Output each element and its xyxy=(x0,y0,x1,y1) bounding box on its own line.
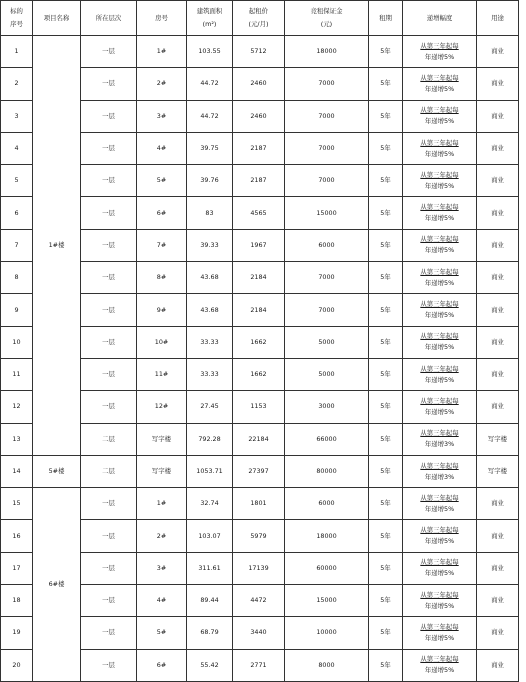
cell-increase xyxy=(403,552,477,584)
cell-deposit: 60000 xyxy=(285,552,369,584)
cell-term: 5年 xyxy=(369,165,403,197)
cell-term: 5年 xyxy=(369,197,403,229)
cell-increase xyxy=(403,423,477,455)
increase-line-1: 从第三年起每 xyxy=(420,235,459,244)
cell-room: 6# xyxy=(137,649,187,681)
cell-area: 33.33 xyxy=(187,358,233,390)
cell-use: 商业 xyxy=(477,617,519,649)
cell-floor: 一层 xyxy=(81,197,137,229)
increase-line-2: 年递增5% xyxy=(424,569,455,578)
cell-rent: 1662 xyxy=(233,326,285,358)
cell-term: 5年 xyxy=(369,617,403,649)
cell-floor: 一层 xyxy=(81,262,137,294)
increase-line-1: 从第三年起每 xyxy=(420,622,459,631)
cell-term: 5年 xyxy=(369,423,403,455)
cell-increase xyxy=(403,326,477,358)
cell-deposit: 6000 xyxy=(285,488,369,520)
cell-increase xyxy=(403,455,477,487)
cell-seq: 11 xyxy=(1,358,33,390)
cell-project: 5#楼 xyxy=(33,455,81,487)
cell-increase xyxy=(403,132,477,164)
cell-area: 44.72 xyxy=(187,68,233,100)
increase-line-2: 年递增5% xyxy=(424,52,455,61)
cell-term: 5年 xyxy=(369,68,403,100)
cell-area: 55.42 xyxy=(187,649,233,681)
cell-increase xyxy=(403,36,477,68)
increase-line-1: 从第三年起每 xyxy=(420,73,459,82)
cell-project: 1#楼 xyxy=(33,36,81,456)
cell-term: 5年 xyxy=(369,358,403,390)
cell-deposit: 6000 xyxy=(285,229,369,261)
cell-seq: 13 xyxy=(1,423,33,455)
header-area: 建筑面积 (m²) xyxy=(187,1,233,36)
cell-room: 11# xyxy=(137,358,187,390)
cell-term: 5年 xyxy=(369,649,403,681)
cell-rent: 2460 xyxy=(233,100,285,132)
cell-term: 5年 xyxy=(369,262,403,294)
cell-room: 6# xyxy=(137,197,187,229)
increase-line-2: 年递增5% xyxy=(424,375,455,384)
cell-deposit: 18000 xyxy=(285,520,369,552)
cell-floor: 一层 xyxy=(81,520,137,552)
increase-line-1: 从第三年起每 xyxy=(420,364,459,373)
cell-area: 792.28 xyxy=(187,423,233,455)
cell-use: 商业 xyxy=(477,294,519,326)
increase-line-1: 从第三年起每 xyxy=(420,655,459,664)
cell-use: 商业 xyxy=(477,358,519,390)
cell-room: 5# xyxy=(137,617,187,649)
cell-deposit: 15000 xyxy=(285,585,369,617)
cell-floor: 一层 xyxy=(81,229,137,261)
cell-term: 5年 xyxy=(369,391,403,423)
cell-seq: 3 xyxy=(1,100,33,132)
header-deposit: 竞租保证金 (元) xyxy=(285,1,369,36)
cell-deposit: 66000 xyxy=(285,423,369,455)
cell-increase xyxy=(403,262,477,294)
cell-increase xyxy=(403,100,477,132)
cell-term: 5年 xyxy=(369,552,403,584)
cell-increase xyxy=(403,229,477,261)
cell-area: 68.79 xyxy=(187,617,233,649)
header-row xyxy=(1,1,519,36)
increase-line-1: 从第三年起每 xyxy=(420,396,459,405)
cell-rent: 2771 xyxy=(233,649,285,681)
cell-deposit: 10000 xyxy=(285,617,369,649)
cell-seq: 10 xyxy=(1,326,33,358)
cell-seq: 2 xyxy=(1,68,33,100)
cell-use: 商业 xyxy=(477,552,519,584)
cell-deposit: 80000 xyxy=(285,455,369,487)
cell-floor: 二层 xyxy=(81,455,137,487)
cell-rent: 5712 xyxy=(233,36,285,68)
cell-use: 商业 xyxy=(477,488,519,520)
cell-increase xyxy=(403,585,477,617)
cell-floor: 一层 xyxy=(81,617,137,649)
header-project: 项目名称 xyxy=(33,1,81,36)
cell-rent: 3440 xyxy=(233,617,285,649)
increase-line-2: 年递增5% xyxy=(424,84,455,93)
cell-use: 商业 xyxy=(477,229,519,261)
increase-line-2: 年递增5% xyxy=(424,311,455,320)
cell-seq: 5 xyxy=(1,165,33,197)
cell-area: 43.68 xyxy=(187,294,233,326)
cell-use: 商业 xyxy=(477,165,519,197)
cell-floor: 一层 xyxy=(81,585,137,617)
cell-rent: 2184 xyxy=(233,294,285,326)
increase-line-1: 从第三年起每 xyxy=(420,332,459,341)
cell-term: 5年 xyxy=(369,229,403,261)
cell-rent: 1967 xyxy=(233,229,285,261)
increase-line-2: 年递增5% xyxy=(424,666,455,675)
cell-deposit: 7000 xyxy=(285,165,369,197)
cell-floor: 一层 xyxy=(81,391,137,423)
cell-floor: 一层 xyxy=(81,100,137,132)
cell-increase xyxy=(403,294,477,326)
increase-line-2: 年递增5% xyxy=(424,181,455,190)
cell-floor: 一层 xyxy=(81,132,137,164)
increase-line-1: 从第三年起每 xyxy=(420,203,459,212)
cell-room: 8# xyxy=(137,262,187,294)
table-row xyxy=(1,488,519,520)
cell-room: 写字楼 xyxy=(137,423,187,455)
increase-line-2: 年递增5% xyxy=(424,537,455,546)
cell-use: 商业 xyxy=(477,262,519,294)
cell-use: 商业 xyxy=(477,68,519,100)
header-term: 租期 xyxy=(369,1,403,36)
cell-room: 12# xyxy=(137,391,187,423)
cell-increase xyxy=(403,68,477,100)
cell-seq: 6 xyxy=(1,197,33,229)
cell-use: 商业 xyxy=(477,326,519,358)
cell-floor: 一层 xyxy=(81,488,137,520)
header-rent: 起租价 (元/月) xyxy=(233,1,285,36)
cell-increase xyxy=(403,358,477,390)
cell-seq: 18 xyxy=(1,585,33,617)
cell-deposit: 5000 xyxy=(285,358,369,390)
increase-line-1: 从第三年起每 xyxy=(420,493,459,502)
cell-increase xyxy=(403,165,477,197)
cell-deposit: 7000 xyxy=(285,100,369,132)
cell-use: 商业 xyxy=(477,36,519,68)
cell-seq: 15 xyxy=(1,488,33,520)
increase-line-2: 年递增3% xyxy=(424,440,455,449)
cell-room: 写字楼 xyxy=(137,455,187,487)
cell-seq: 4 xyxy=(1,132,33,164)
cell-area: 89.44 xyxy=(187,585,233,617)
cell-seq: 17 xyxy=(1,552,33,584)
cell-rent: 5979 xyxy=(233,520,285,552)
cell-project: 6#楼 xyxy=(33,488,81,682)
cell-rent: 1153 xyxy=(233,391,285,423)
cell-area: 39.75 xyxy=(187,132,233,164)
cell-room: 5# xyxy=(137,165,187,197)
cell-rent: 22184 xyxy=(233,423,285,455)
cell-rent: 4472 xyxy=(233,585,285,617)
header-use: 用途 xyxy=(477,1,519,36)
cell-floor: 一层 xyxy=(81,68,137,100)
cell-deposit: 5000 xyxy=(285,326,369,358)
increase-line-2: 年递增5% xyxy=(424,117,455,126)
cell-use: 写字楼 xyxy=(477,455,519,487)
cell-term: 5年 xyxy=(369,488,403,520)
cell-deposit: 3000 xyxy=(285,391,369,423)
cell-floor: 一层 xyxy=(81,36,137,68)
increase-line-1: 从第三年起每 xyxy=(420,526,459,535)
cell-area: 33.33 xyxy=(187,326,233,358)
cell-floor: 一层 xyxy=(81,294,137,326)
increase-line-2: 年递增5% xyxy=(424,149,455,158)
cell-room: 9# xyxy=(137,294,187,326)
cell-room: 4# xyxy=(137,585,187,617)
cell-area: 39.76 xyxy=(187,165,233,197)
cell-area: 32.74 xyxy=(187,488,233,520)
increase-line-2: 年递增5% xyxy=(424,633,455,642)
cell-area: 43.68 xyxy=(187,262,233,294)
cell-increase xyxy=(403,488,477,520)
cell-use: 商业 xyxy=(477,132,519,164)
increase-line-2: 年递增5% xyxy=(424,504,455,513)
cell-room: 1# xyxy=(137,36,187,68)
cell-deposit: 7000 xyxy=(285,68,369,100)
cell-deposit: 15000 xyxy=(285,197,369,229)
increase-line-2: 年递增5% xyxy=(424,601,455,610)
cell-use: 商业 xyxy=(477,391,519,423)
cell-floor: 二层 xyxy=(81,423,137,455)
cell-increase xyxy=(403,520,477,552)
increase-line-1: 从第三年起每 xyxy=(420,300,459,309)
cell-room: 3# xyxy=(137,100,187,132)
cell-area: 103.07 xyxy=(187,520,233,552)
cell-rent: 2184 xyxy=(233,262,285,294)
cell-deposit: 7000 xyxy=(285,262,369,294)
increase-line-1: 从第三年起每 xyxy=(420,41,459,50)
cell-seq: 12 xyxy=(1,391,33,423)
cell-term: 5年 xyxy=(369,326,403,358)
cell-room: 2# xyxy=(137,68,187,100)
cell-seq: 1 xyxy=(1,36,33,68)
increase-line-1: 从第三年起每 xyxy=(420,461,459,470)
header-seq: 标的 序号 xyxy=(1,1,33,36)
cell-rent: 17139 xyxy=(233,552,285,584)
cell-room: 4# xyxy=(137,132,187,164)
cell-rent: 1801 xyxy=(233,488,285,520)
cell-area: 83 xyxy=(187,197,233,229)
cell-seq: 16 xyxy=(1,520,33,552)
cell-term: 5年 xyxy=(369,100,403,132)
table-row xyxy=(1,455,519,487)
cell-use: 商业 xyxy=(477,649,519,681)
cell-seq: 7 xyxy=(1,229,33,261)
cell-seq: 9 xyxy=(1,294,33,326)
cell-rent: 4565 xyxy=(233,197,285,229)
increase-line-2: 年递增3% xyxy=(424,472,455,481)
cell-room: 10# xyxy=(137,326,187,358)
increase-line-1: 从第三年起每 xyxy=(420,170,459,179)
cell-use: 商业 xyxy=(477,100,519,132)
cell-term: 5年 xyxy=(369,36,403,68)
increase-line-1: 从第三年起每 xyxy=(420,138,459,147)
cell-room: 1# xyxy=(137,488,187,520)
cell-area: 27.45 xyxy=(187,391,233,423)
cell-term: 5年 xyxy=(369,455,403,487)
cell-rent: 2187 xyxy=(233,132,285,164)
cell-term: 5年 xyxy=(369,132,403,164)
cell-term: 5年 xyxy=(369,520,403,552)
cell-room: 3# xyxy=(137,552,187,584)
cell-room: 7# xyxy=(137,229,187,261)
cell-floor: 一层 xyxy=(81,326,137,358)
cell-use: 商业 xyxy=(477,585,519,617)
cell-floor: 一层 xyxy=(81,165,137,197)
cell-floor: 一层 xyxy=(81,649,137,681)
cell-deposit: 18000 xyxy=(285,36,369,68)
cell-use: 商业 xyxy=(477,197,519,229)
cell-term: 5年 xyxy=(369,294,403,326)
cell-use: 商业 xyxy=(477,520,519,552)
increase-line-1: 从第三年起每 xyxy=(420,429,459,438)
cell-increase xyxy=(403,197,477,229)
increase-line-2: 年递增5% xyxy=(424,343,455,352)
cell-rent: 1662 xyxy=(233,358,285,390)
header-room: 房号 xyxy=(137,1,187,36)
cell-deposit: 7000 xyxy=(285,294,369,326)
cell-floor: 一层 xyxy=(81,358,137,390)
cell-room: 2# xyxy=(137,520,187,552)
cell-deposit: 7000 xyxy=(285,132,369,164)
header-increase: 递增幅度 xyxy=(403,1,477,36)
cell-area: 44.72 xyxy=(187,100,233,132)
cell-increase xyxy=(403,391,477,423)
increase-line-2: 年递增5% xyxy=(424,278,455,287)
increase-line-1: 从第三年起每 xyxy=(420,267,459,276)
cell-seq: 19 xyxy=(1,617,33,649)
increase-line-2: 年递增5% xyxy=(424,246,455,255)
increase-line-1: 从第三年起每 xyxy=(420,106,459,115)
cell-seq: 14 xyxy=(1,455,33,487)
cell-increase xyxy=(403,617,477,649)
cell-rent: 27397 xyxy=(233,455,285,487)
increase-line-1: 从第三年起每 xyxy=(420,590,459,599)
cell-area: 311.61 xyxy=(187,552,233,584)
cell-increase xyxy=(403,649,477,681)
cell-term: 5年 xyxy=(369,585,403,617)
increase-line-2: 年递增5% xyxy=(424,214,455,223)
cell-seq: 20 xyxy=(1,649,33,681)
increase-line-1: 从第三年起每 xyxy=(420,558,459,567)
cell-rent: 2460 xyxy=(233,68,285,100)
cell-area: 1053.71 xyxy=(187,455,233,487)
cell-area: 39.33 xyxy=(187,229,233,261)
table-row xyxy=(1,36,519,68)
cell-area: 103.55 xyxy=(187,36,233,68)
cell-seq: 8 xyxy=(1,262,33,294)
cell-rent: 2187 xyxy=(233,165,285,197)
header-floor: 所在层次 xyxy=(81,1,137,36)
cell-deposit: 8000 xyxy=(285,649,369,681)
cell-use: 写字楼 xyxy=(477,423,519,455)
increase-line-2: 年递增5% xyxy=(424,407,455,416)
cell-floor: 一层 xyxy=(81,552,137,584)
